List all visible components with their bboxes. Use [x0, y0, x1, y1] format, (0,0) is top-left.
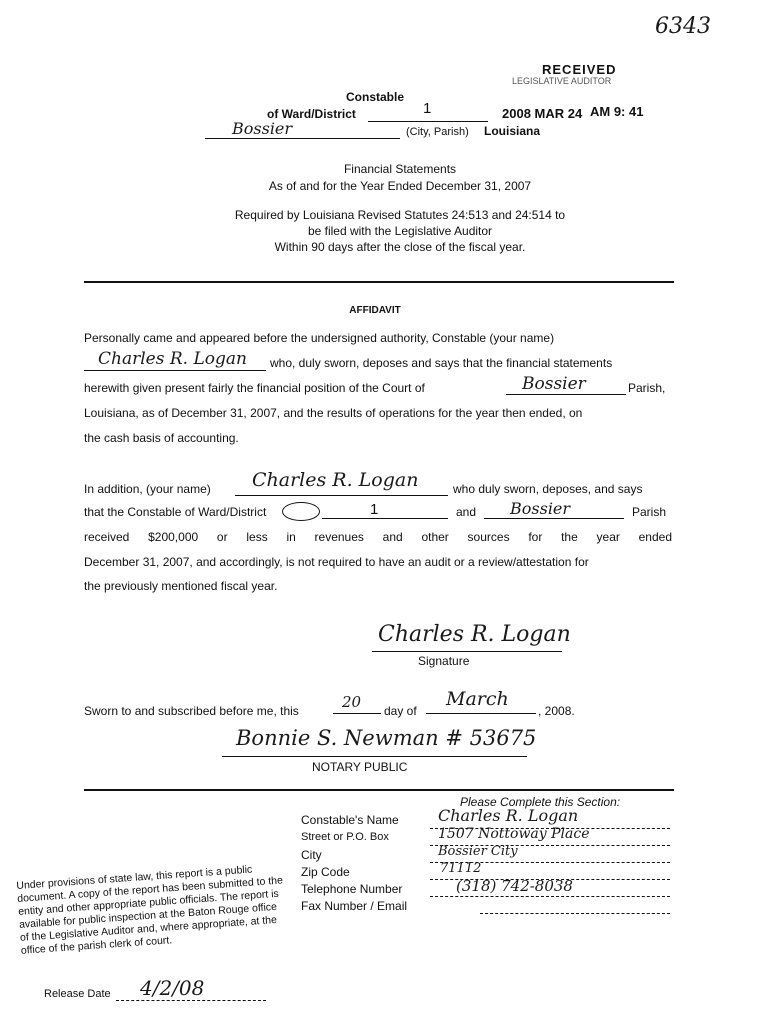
- contact-divider: [84, 789, 674, 791]
- parish-handwritten: Bossier: [232, 119, 293, 138]
- parish2-handwritten: Bossier: [510, 499, 571, 518]
- zip-value: 71112: [440, 861, 482, 876]
- ward-district-label: of Ward/District: [267, 107, 356, 121]
- day-of-text: day of: [384, 704, 417, 718]
- notary-handwritten: Bonnie S. Newman # 53675: [236, 726, 537, 750]
- city-parish-label: (City, Parish): [406, 126, 469, 138]
- fs-subtitle: As of and for the Year Ended December 31, 2007: [268, 179, 532, 193]
- public-document-notice: Under provisions of state law, this report is a public document. A copy of the report has been submitted to the entity and other appropriate public officials. The report is available for public inspection at the Baton Rouge office of the Legislative Auditor and, where appropriate, at the office of the parish clerk of court.: [16, 863, 284, 957]
- affidavit-p2-line4: December 31, 2007, and accordingly, is not required to have an audit or a review/attestation for: [84, 555, 589, 569]
- affidavit-p2-line1: In addition, (your name): [84, 482, 211, 496]
- affidavit-p1-line1: Personally came and appeared before the undersigned authority, Constable (your name): [84, 331, 555, 345]
- district-circle: [282, 502, 320, 521]
- constable-name-value: Charles R. Logan: [438, 806, 579, 825]
- signature-label: Signature: [418, 654, 470, 668]
- contact-section-title: Please Complete this Section:: [460, 795, 621, 809]
- release-date-value: 4/2/08: [140, 976, 205, 1000]
- release-date-label: Release Date: [44, 988, 111, 1000]
- handwritten-form-number: 6343: [655, 14, 711, 39]
- sworn-text: Sworn to and subscribed before me, this: [84, 704, 299, 718]
- notary-label: NOTARY PUBLIC: [312, 760, 408, 774]
- affidavit-p2-tail: who duly sworn, deposes, and says: [453, 482, 643, 496]
- city-label: City: [301, 848, 322, 862]
- and-word: and: [456, 505, 477, 519]
- state-name: Louisiana: [484, 124, 541, 138]
- affidavit-p2-line5: the previously mentioned fiscal year.: [84, 579, 278, 593]
- received-stamp: RECEIVED: [542, 62, 617, 77]
- telephone-label: Telephone Number: [301, 882, 403, 896]
- requirement-line-2: be filed with the Legislative Auditor: [307, 224, 493, 238]
- ward-number: 1: [423, 100, 432, 117]
- name2-handwritten: Charles R. Logan: [252, 469, 419, 491]
- section-divider: [84, 281, 674, 283]
- year-text: , 2008.: [538, 704, 575, 718]
- received-time: AM 9: 41: [590, 104, 644, 119]
- signature-handwritten: Charles R. Logan: [378, 622, 571, 647]
- street-label: Street or P.O. Box: [301, 831, 389, 843]
- requirement-line-3: Within 90 days after the close of the fiscal year.: [274, 240, 526, 254]
- received-stamp-sub: LEGISLATIVE AUDITOR: [512, 76, 612, 86]
- affidavit-title: AFFIDAVIT: [349, 305, 401, 316]
- ward2-number: 1: [370, 501, 379, 518]
- name-handwritten: Charles R. Logan: [98, 349, 247, 369]
- zip-label: Zip Code: [301, 865, 350, 879]
- received-date: 2008 MAR 24: [502, 106, 583, 121]
- city-value: Bossier City: [438, 844, 518, 859]
- court-handwritten: Bossier: [522, 374, 586, 394]
- affidavit-p1-line4: Louisiana, as of December 31, 2007, and the results of operations for the year then ended, on: [84, 406, 583, 420]
- month-handwritten: March: [446, 688, 509, 710]
- affidavit-p2-line3: received $200,000 or less in revenues and other sources for the year ended: [84, 530, 672, 544]
- affidavit-p2-line2: that the Constable of Ward/District: [84, 505, 267, 519]
- fs-title: Financial Statements: [343, 162, 457, 176]
- requirement-line-1: Required by Louisiana Revised Statutes 24:513 and 24:514 to: [234, 208, 566, 222]
- parish-word: Parish,: [628, 381, 666, 395]
- affidavit-p1-line2: who, duly sworn, deposes and says that the financial statements: [270, 356, 613, 370]
- parish2-word: Parish: [632, 505, 667, 519]
- fax-email-label: Fax Number / Email: [301, 899, 408, 913]
- street-value: 1507 Nottoway Place: [438, 826, 590, 842]
- affidavit-p1-line3: herewith given present fairly the financial position of the Court of: [84, 381, 425, 395]
- constable-label: Constable: [346, 90, 405, 104]
- constable-name-label: Constable's Name: [301, 813, 399, 827]
- telephone-value: (318) 742-8038: [456, 877, 573, 895]
- day-handwritten: 20: [342, 693, 362, 711]
- affidavit-p1-line5: the cash basis of accounting.: [84, 431, 239, 445]
